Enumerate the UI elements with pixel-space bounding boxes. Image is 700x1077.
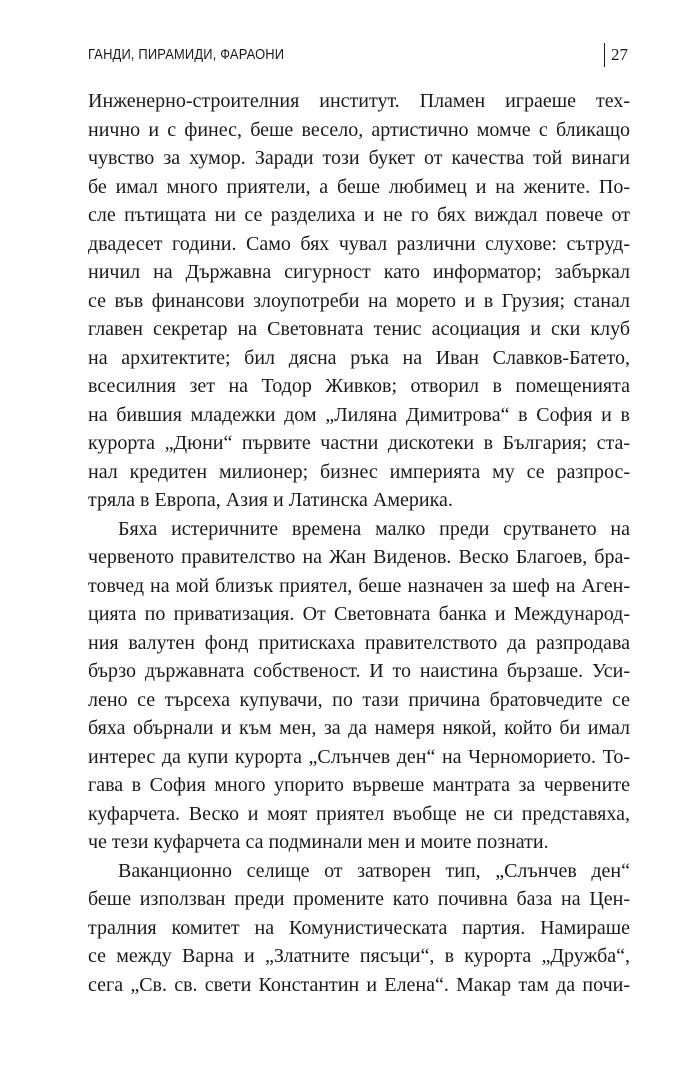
- text-line: червеното правителство на Жан Виденов. Веско Благоев, бра-: [88, 546, 630, 568]
- text-line: лено се търсеха купувачи, по тази причина братовчедите се: [88, 688, 630, 711]
- text-line: ния валутен фонд притискаха правителството да разпродава: [88, 631, 630, 654]
- text-line: сега „Св. св. свети Константин и Елена“. Макар там да почи-: [88, 973, 630, 996]
- text-line: курорта „Дюни“ първите частни дискотеки в България; ста-: [88, 432, 630, 454]
- header-rule: [604, 43, 605, 67]
- text-line: бе имал много приятели, а беше любимец и на жените. По-: [88, 175, 630, 198]
- text-line: цията по приватизация. От Световната банка и Международ-: [88, 603, 630, 625]
- text-line: куфарчета. Веско и моят приятел въобще не си представяха,: [88, 802, 630, 825]
- text-line: бяха обърнали и към мен, за да намеря някой, който би имал: [88, 717, 630, 739]
- text-line: беше използван преди промените като почивна база на Цен-: [88, 888, 630, 910]
- text-line: Инженерно-строителния институт. Пламен играеше тех-: [88, 90, 630, 112]
- text-line: на архитектите; бил дясна ръка на Иван Славков-Батето,: [88, 346, 630, 369]
- text-line: интерес да купи курорта „Слънчев ден“ на Черноморието. То-: [88, 745, 630, 768]
- text-line: гава в София много упорито вървеше мантрата за червените: [88, 774, 630, 796]
- text-line: нично и с финес, беше весело, артистично момче с бликащо: [88, 118, 630, 141]
- text-line: на бившия младежки дом „Лиляна Димитрова“ в София и в: [88, 403, 630, 426]
- text-line: чувство за хумор. Заради този букет от качества той винаги: [88, 147, 630, 169]
- text-line: Бяха истеричните времена малко преди срутването на: [118, 517, 630, 540]
- text-line: бързо държавната собственост. И то наистина бързаше. Уси-: [88, 660, 630, 682]
- page-header: [88, 46, 628, 70]
- text-line: товчед на мой близък приятел, беше назначен за шеф на Аген-: [88, 574, 630, 597]
- page-number-block: [604, 42, 628, 68]
- text-line: сле пътищата ни се разделиха и не го бях виждал повече от: [88, 204, 630, 226]
- text-line: тряла в Европа, Азия и Латинска Америка.: [88, 489, 453, 511]
- text-line: се между Варна и „Златните пясъци“, в курорта „Дружба“,: [88, 945, 630, 967]
- page-number: 27: [611, 45, 628, 64]
- text-line: се във финансови злоупотреби на морето и в Грузия; станал: [88, 289, 630, 312]
- text-line: нал кредитен милионер; бизнес империята му се разпрос-: [88, 460, 630, 483]
- text-line: главен секретар на Световната тенис асоциация и ски клуб: [88, 318, 630, 340]
- text-line: тралния комитет на Комунистическата партия. Намираше: [88, 916, 630, 939]
- text-line: Ваканционно селище от затворен тип, „Слънчев ден“: [118, 859, 630, 882]
- body-text: [88, 87, 630, 999]
- text-line: ничил на Държавна сигурност като информатор; забъркал: [88, 261, 630, 283]
- text-line: че тези куфарчета са подминали мен и моите познати.: [88, 831, 549, 853]
- text-line: двадесет години. Само бях чувал различни слухове: сътруд-: [88, 232, 630, 255]
- running-title: ГАНДИ, ПИРАМИДИ, ФАРАОНИ: [88, 46, 285, 63]
- text-line: всесилния зет на Тодор Живков; отворил в помещенията: [88, 375, 630, 397]
